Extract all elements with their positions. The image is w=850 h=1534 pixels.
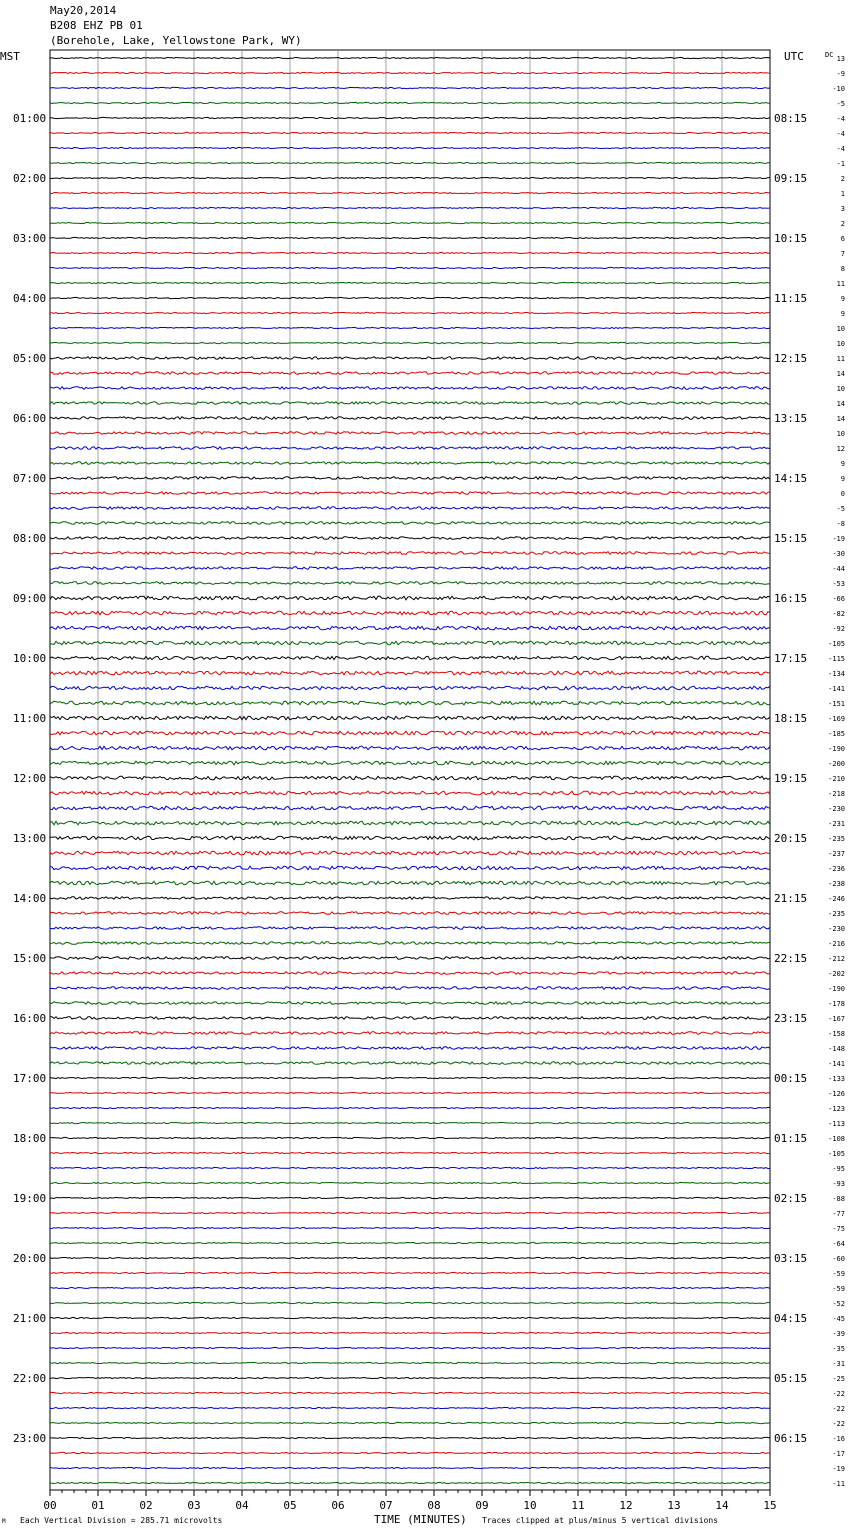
dc-label-89: -22 (832, 1390, 845, 1398)
trace-8 (50, 177, 770, 178)
dc-label-67: -141 (828, 1060, 845, 1068)
mst-label-13: 14:00 (13, 892, 47, 905)
utc-label-21: 05:15 (774, 1372, 808, 1385)
trace-49 (50, 791, 770, 795)
dc-label-32: -19 (832, 535, 845, 543)
plot-frame (50, 50, 770, 1490)
utc-label-4: 12:15 (774, 352, 808, 365)
utc-label-2: 10:15 (774, 232, 808, 245)
mst-label-22: 23:00 (13, 1432, 47, 1445)
dc-label-52: -235 (828, 835, 845, 843)
x-tick-label-8: 08 (427, 1499, 441, 1512)
dc-label-75: -93 (832, 1180, 845, 1188)
trace-71 (50, 1122, 770, 1123)
trace-47 (50, 761, 770, 765)
dc-label-62: -190 (828, 985, 845, 993)
dc-label-79: -64 (832, 1240, 845, 1248)
trace-68 (50, 1077, 770, 1078)
mst-label-16: 17:00 (13, 1072, 47, 1085)
x-tick-label-14: 14 (715, 1499, 729, 1512)
utc-label-17: 01:15 (774, 1132, 808, 1145)
dc-label-46: -190 (828, 745, 845, 753)
x-tick-label-11: 11 (571, 1499, 585, 1512)
trace-11 (50, 222, 770, 223)
trace-33 (50, 552, 770, 555)
trace-14 (50, 267, 770, 268)
trace-19 (50, 342, 770, 343)
trace-59 (50, 942, 770, 945)
dc-label-22: 10 (836, 385, 845, 393)
trace-42 (50, 686, 770, 690)
dc-label-92: -16 (832, 1435, 845, 1443)
dc-label-16: 9 (840, 295, 845, 303)
trace-73 (50, 1152, 770, 1153)
trace-20 (50, 357, 770, 360)
trace-31 (50, 522, 770, 525)
dc-label-54: -236 (828, 865, 845, 873)
x-tick-label-2: 02 (139, 1499, 153, 1512)
x-tick-label-13: 13 (667, 1499, 681, 1512)
trace-32 (50, 537, 770, 540)
dc-label-70: -123 (828, 1105, 845, 1113)
dc-label-93: -17 (832, 1450, 845, 1458)
mst-label-9: 10:00 (13, 652, 47, 665)
dc-label-27: 9 (840, 460, 845, 468)
dc-label-37: -82 (832, 610, 845, 618)
dc-label-30: -5 (836, 505, 845, 513)
trace-39 (50, 641, 770, 645)
dc-label-10: 3 (840, 205, 845, 213)
chart-location: (Borehole, Lake, Yellowstone Park, WY) (50, 34, 302, 47)
footer-clip-note: Traces clipped at plus/minus 5 vertical divisions (482, 1516, 719, 1525)
trace-16 (50, 297, 770, 298)
dc-label-28: 9 (840, 475, 845, 483)
mst-label-15: 16:00 (13, 1012, 47, 1025)
trace-81 (50, 1272, 770, 1273)
dc-label-5: -4 (836, 130, 845, 138)
mst-label-4: 05:00 (13, 352, 47, 365)
dc-label-8: 2 (840, 175, 845, 183)
x-tick-label-0: 00 (43, 1499, 57, 1512)
utc-label-6: 14:15 (774, 472, 808, 485)
dc-label-49: -218 (828, 790, 845, 798)
traces (50, 57, 770, 1483)
trace-84 (50, 1317, 770, 1318)
trace-46 (50, 746, 770, 750)
trace-27 (50, 462, 770, 465)
mst-label-20: 21:00 (13, 1312, 47, 1325)
dc-label-50: -230 (828, 805, 845, 813)
mst-label-17: 18:00 (13, 1132, 47, 1145)
trace-50 (50, 806, 770, 810)
mst-label-12: 13:00 (13, 832, 47, 845)
dc-label-2: -10 (832, 85, 845, 93)
trace-89 (50, 1392, 770, 1393)
dc-label-45: -185 (828, 730, 845, 738)
utc-label-13: 21:15 (774, 892, 808, 905)
dc-label-0: 13 (836, 55, 845, 63)
mst-label-7: 08:00 (13, 532, 47, 545)
trace-51 (50, 821, 770, 825)
dc-label-71: -113 (828, 1120, 845, 1128)
utc-axis-label: UTC (784, 50, 804, 63)
trace-64 (50, 1017, 770, 1020)
trace-12 (50, 237, 770, 238)
trace-85 (50, 1332, 770, 1333)
dc-label-57: -235 (828, 910, 845, 918)
trace-0 (50, 57, 770, 58)
dc-label-26: 12 (836, 445, 845, 453)
trace-75 (50, 1182, 770, 1183)
trace-58 (50, 927, 770, 930)
trace-94 (50, 1467, 770, 1468)
trace-25 (50, 432, 770, 435)
trace-41 (50, 671, 770, 675)
dc-label-82: -59 (832, 1285, 845, 1293)
dc-label-21: 14 (836, 370, 845, 378)
trace-52 (50, 836, 770, 840)
trace-82 (50, 1287, 770, 1288)
trace-1 (50, 72, 770, 73)
x-tick-label-12: 12 (619, 1499, 633, 1512)
dc-label-66: -148 (828, 1045, 845, 1053)
mst-label-5: 06:00 (13, 412, 47, 425)
trace-93 (50, 1452, 770, 1453)
mst-label-8: 09:00 (13, 592, 47, 605)
chart-date: May20,2014 (50, 4, 117, 17)
trace-35 (50, 582, 770, 585)
dc-label-36: -66 (832, 595, 845, 603)
trace-65 (50, 1032, 770, 1035)
utc-label-9: 17:15 (774, 652, 808, 665)
dc-label-55: -238 (828, 880, 845, 888)
mst-label-2: 03:00 (13, 232, 47, 245)
dc-label-68: -133 (828, 1075, 845, 1083)
dc-label-90: -22 (832, 1405, 845, 1413)
trace-34 (50, 567, 770, 570)
utc-label-3: 11:15 (774, 292, 808, 305)
dc-label-94: -19 (832, 1465, 845, 1473)
dc-label-18: 10 (836, 325, 845, 333)
trace-6 (50, 147, 770, 148)
dc-label-60: -212 (828, 955, 845, 963)
mst-label-0: 01:00 (13, 112, 47, 125)
trace-72 (50, 1137, 770, 1138)
mst-label-21: 22:00 (13, 1372, 47, 1385)
footer-scale-note: Each Vertical Division = 285.71 microvolts (20, 1516, 223, 1525)
trace-44 (50, 716, 770, 720)
dc-label-24: 14 (836, 415, 845, 423)
dc-label-29: 0 (840, 490, 845, 498)
dc-label-58: -230 (828, 925, 845, 933)
dc-label-13: 7 (840, 250, 845, 258)
trace-17 (50, 312, 770, 313)
dc-label-14: 8 (840, 265, 845, 273)
trace-18 (50, 327, 770, 328)
trace-95 (50, 1482, 770, 1483)
dc-label-63: -178 (828, 1000, 845, 1008)
dc-label-1: -9 (836, 70, 845, 78)
dc-label-23: 14 (836, 400, 845, 408)
dc-label-95: -11 (832, 1480, 845, 1488)
dc-label-81: -59 (832, 1270, 845, 1278)
trace-38 (50, 626, 770, 630)
trace-77 (50, 1212, 770, 1213)
trace-28 (50, 477, 770, 480)
trace-13 (50, 252, 770, 253)
trace-7 (50, 162, 770, 163)
trace-30 (50, 507, 770, 510)
trace-83 (50, 1302, 770, 1303)
trace-29 (50, 492, 770, 495)
trace-70 (50, 1107, 770, 1108)
dc-label-38: -92 (832, 625, 845, 633)
dc-label-76: -88 (832, 1195, 845, 1203)
corner-mark: M (2, 1518, 6, 1525)
x-tick-label-5: 05 (283, 1499, 297, 1512)
trace-36 (50, 596, 770, 600)
utc-label-19: 03:15 (774, 1252, 808, 1265)
dc-label-78: -75 (832, 1225, 845, 1233)
trace-26 (50, 447, 770, 450)
trace-40 (50, 656, 770, 660)
dc-label-47: -200 (828, 760, 845, 768)
trace-15 (50, 282, 770, 283)
trace-87 (50, 1362, 770, 1363)
chart-station: B208 EHZ PB 01 (50, 19, 143, 32)
mst-label-11: 12:00 (13, 772, 47, 785)
trace-78 (50, 1227, 770, 1228)
trace-90 (50, 1407, 770, 1408)
trace-48 (50, 776, 770, 780)
mst-label-10: 11:00 (13, 712, 47, 725)
mst-label-19: 20:00 (13, 1252, 47, 1265)
dc-label-74: -95 (832, 1165, 845, 1173)
trace-37 (50, 611, 770, 615)
utc-label-20: 04:15 (774, 1312, 808, 1325)
utc-label-10: 18:15 (774, 712, 808, 725)
trace-76 (50, 1197, 770, 1198)
dc-label-42: -141 (828, 685, 845, 693)
mst-label-18: 19:00 (13, 1192, 47, 1205)
dc-label-17: 9 (840, 310, 845, 318)
mst-label-14: 15:00 (13, 952, 47, 965)
dc-label-56: -246 (828, 895, 845, 903)
dc-label-39: -105 (828, 640, 845, 648)
dc-label-80: -60 (832, 1255, 845, 1263)
trace-66 (50, 1047, 770, 1050)
dc-label-64: -167 (828, 1015, 845, 1023)
trace-53 (50, 851, 770, 855)
trace-9 (50, 192, 770, 193)
x-tick-label-1: 01 (91, 1499, 105, 1512)
trace-24 (50, 417, 770, 420)
x-tick-label-9: 09 (475, 1499, 489, 1512)
dc-label-65: -158 (828, 1030, 845, 1038)
dc-label-59: -216 (828, 940, 845, 948)
mst-label-6: 07:00 (13, 472, 47, 485)
dc-label-44: -169 (828, 715, 845, 723)
utc-label-5: 13:15 (774, 412, 808, 425)
trace-5 (50, 132, 770, 133)
dc-label-7: -1 (836, 160, 845, 168)
trace-91 (50, 1422, 770, 1423)
trace-57 (50, 912, 770, 915)
dc-label-51: -231 (828, 820, 845, 828)
trace-55 (50, 881, 770, 885)
trace-63 (50, 1002, 770, 1005)
dc-label-77: -77 (832, 1210, 845, 1218)
utc-label-15: 23:15 (774, 1012, 808, 1025)
trace-43 (50, 701, 770, 705)
dc-label-72: -108 (828, 1135, 845, 1143)
trace-62 (50, 987, 770, 990)
x-tick-label-6: 06 (331, 1499, 345, 1512)
dc-label-6: -4 (836, 145, 845, 153)
dc-label-3: -5 (836, 100, 845, 108)
dc-label-85: -39 (832, 1330, 845, 1338)
dc-label-31: -8 (836, 520, 845, 528)
labels (0, 50, 845, 1526)
trace-45 (50, 731, 770, 735)
trace-67 (50, 1062, 770, 1065)
utc-label-11: 19:15 (774, 772, 808, 785)
dc-label-19: 10 (836, 340, 845, 348)
trace-60 (50, 957, 770, 960)
utc-label-14: 22:15 (774, 952, 808, 965)
dc-label-34: -44 (832, 565, 845, 573)
trace-61 (50, 972, 770, 975)
dc-label-20: 11 (836, 355, 845, 363)
dc-label-87: -31 (832, 1360, 845, 1368)
trace-4 (50, 117, 770, 118)
dc-label-61: -202 (828, 970, 845, 978)
dc-label-25: 10 (836, 430, 845, 438)
x-tick-label-4: 04 (235, 1499, 249, 1512)
dc-label-73: -105 (828, 1150, 845, 1158)
dc-label-15: 11 (836, 280, 845, 288)
dc-label-84: -45 (832, 1315, 845, 1323)
utc-label-8: 16:15 (774, 592, 808, 605)
trace-80 (50, 1257, 770, 1258)
x-tick-label-10: 10 (523, 1499, 537, 1512)
x-tick-label-7: 07 (379, 1499, 393, 1512)
dc-label-41: -134 (828, 670, 845, 678)
x-tick-label-3: 03 (187, 1499, 201, 1512)
utc-label-16: 00:15 (774, 1072, 808, 1085)
trace-92 (50, 1437, 770, 1438)
trace-74 (50, 1167, 770, 1168)
dc-label-53: -237 (828, 850, 845, 858)
trace-22 (50, 387, 770, 390)
dc-label-9: 1 (840, 190, 845, 198)
mst-axis-label: MST (0, 50, 20, 63)
dc-label-33: -30 (832, 550, 845, 558)
mst-label-3: 04:00 (13, 292, 47, 305)
utc-label-22: 06:15 (774, 1432, 808, 1445)
x-axis-label: TIME (MINUTES) (374, 1513, 467, 1526)
trace-88 (50, 1377, 770, 1378)
dc-label-88: -25 (832, 1375, 845, 1383)
utc-label-12: 20:15 (774, 832, 808, 845)
dc-label-40: -115 (828, 655, 845, 663)
trace-23 (50, 402, 770, 405)
trace-86 (50, 1347, 770, 1348)
dc-label-35: -53 (832, 580, 845, 588)
trace-54 (50, 866, 770, 870)
mst-label-1: 02:00 (13, 172, 47, 185)
trace-79 (50, 1242, 770, 1243)
dc-label: DC (825, 51, 834, 59)
x-tick-label-15: 15 (763, 1499, 777, 1512)
utc-label-7: 15:15 (774, 532, 808, 545)
utc-label-18: 02:15 (774, 1192, 808, 1205)
utc-label-1: 09:15 (774, 172, 808, 185)
trace-10 (50, 207, 770, 208)
dc-label-11: 2 (840, 220, 845, 228)
dc-label-86: -35 (832, 1345, 845, 1353)
trace-2 (50, 87, 770, 88)
grid (50, 50, 770, 1490)
trace-56 (50, 897, 770, 900)
dc-label-69: -126 (828, 1090, 845, 1098)
trace-21 (50, 372, 770, 375)
trace-3 (50, 102, 770, 103)
dc-label-91: -22 (832, 1420, 845, 1428)
utc-label-0: 08:15 (774, 112, 808, 125)
dc-label-12: 6 (840, 235, 845, 243)
dc-label-48: -210 (828, 775, 845, 783)
trace-69 (50, 1092, 770, 1093)
dc-label-43: -151 (828, 700, 845, 708)
dc-label-4: -4 (836, 115, 845, 123)
dc-label-83: -52 (832, 1300, 845, 1308)
